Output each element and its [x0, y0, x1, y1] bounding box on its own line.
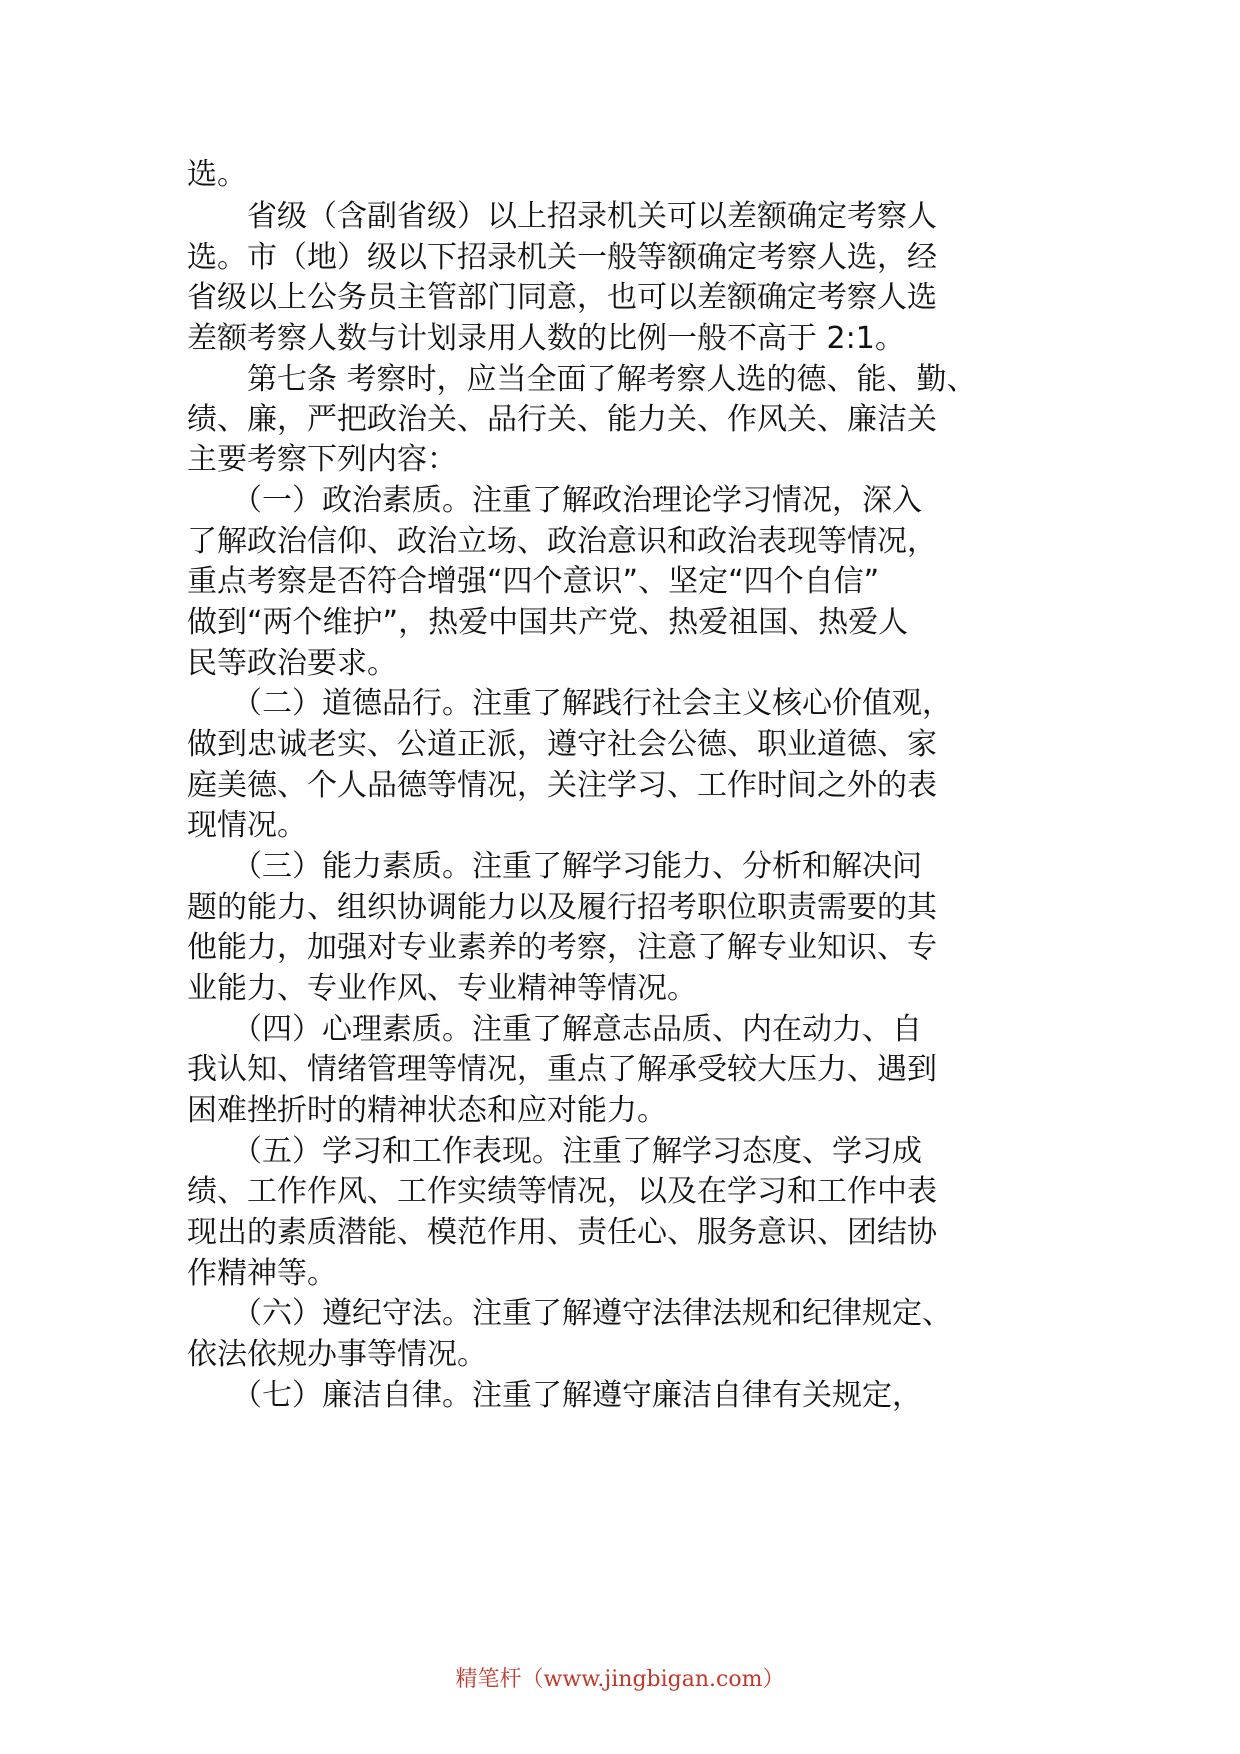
- text-line: 依法依规办事等情况。: [187, 1337, 487, 1372]
- text-line: 绩、工作作风、工作实绩等情况，以及在学习和工作中表: [187, 1174, 937, 1209]
- text-line: 省级以上公务员主管部门同意，也可以差额确定考察人选: [187, 280, 937, 315]
- text-line: 做到忠诚老实、公道正派，遵守社会公德、职业道德、家: [187, 727, 937, 762]
- text-line: 省级（含副省级）以上招录机关可以差额确定考察人: [187, 199, 937, 234]
- text-line: （七）廉洁自律。注重了解遵守廉洁自律有关规定，: [187, 1378, 922, 1413]
- text-line: 现出的素质潜能、模范作用、责任心、服务意识、团结协: [187, 1215, 937, 1250]
- text-line: 主要考察下列内容：: [187, 442, 457, 477]
- text-line: 我认知、情绪管理等情况，重点了解承受较大压力、遇到: [187, 1052, 937, 1087]
- text-line: 选。市（地）级以下招录机关一般等额确定考察人选，经: [187, 240, 937, 275]
- footer-watermark: 精笔杆（www.jingbigan.com）: [455, 1667, 785, 1692]
- text-line: 现情况。: [187, 808, 307, 843]
- text-line: 困难挫折时的精神状态和应对能力。: [187, 1093, 667, 1128]
- text-line: （三）能力素质。注重了解学习能力、分析和解决问: [187, 849, 922, 884]
- text-line: 题的能力、组织协调能力以及履行招考职位职责需要的其: [187, 890, 937, 925]
- text-line: 选。: [187, 157, 247, 192]
- text-line: （六）遵纪守法。注重了解遵守法律法规和纪律规定、: [187, 1296, 952, 1331]
- text-line: 第七条 考察时，应当全面了解考察人选的德、能、勤、: [187, 362, 977, 397]
- text-line: （一）政治素质。注重了解政治理论学习情况，深入: [187, 483, 922, 518]
- text-line: 绩、廉，严把政治关、品行关、能力关、作风关、廉洁关: [187, 402, 937, 437]
- text-line: 重点考察是否符合增强“四个意识”、坚定“四个自信”: [187, 564, 880, 599]
- text-line: 作精神等。: [187, 1256, 337, 1291]
- text-line: 了解政治信仰、政治立场、政治意识和政治表现等情况，: [187, 524, 937, 559]
- text-line: （五）学习和工作表现。注重了解学习态度、学习成: [187, 1134, 922, 1169]
- text-line: 业能力、专业作风、专业精神等情况。: [187, 971, 697, 1006]
- text-line: （四）心理素质。注重了解意志品质、内在动力、自: [187, 1012, 922, 1047]
- text-line: 他能力，加强对专业素养的考察，注意了解专业知识、专: [187, 930, 937, 965]
- text-line: （二）道德品行。注重了解践行社会主义核心价值观，: [187, 686, 952, 721]
- text-line: 差额考察人数与计划录用人数的比例一般不高于 2:1。: [187, 321, 905, 356]
- text-line: 庭美德、个人品德等情况，关注学习、工作时间之外的表: [187, 768, 937, 803]
- text-line: 做到“两个维护”，热爱中国共产党、热爱祖国、热爱人: [187, 605, 909, 640]
- text-line: 民等政治要求。: [187, 646, 397, 681]
